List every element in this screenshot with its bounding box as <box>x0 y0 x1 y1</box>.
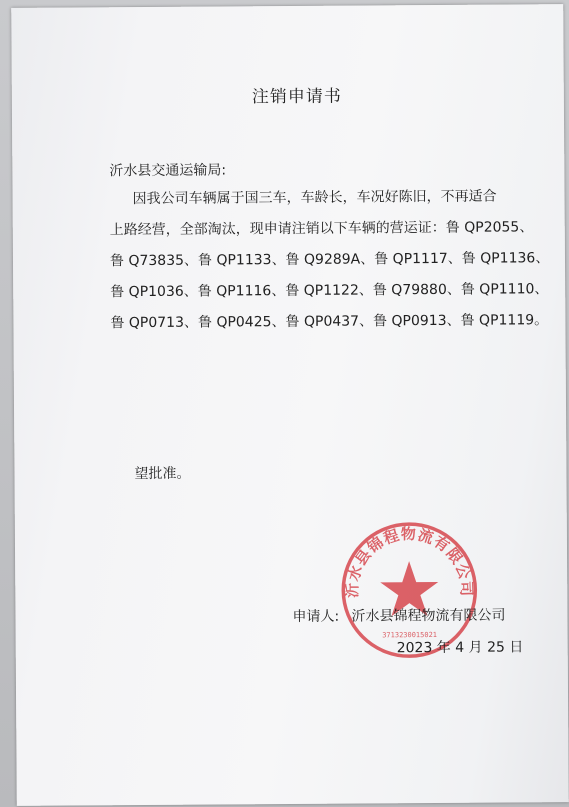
applicant-label: 申请人: <box>292 608 340 625</box>
addressee: 沂水县交通运输局: <box>109 162 227 180</box>
body-line: 鲁 Q73835、鲁 QP1133、鲁 Q9289A、鲁 QP1117、鲁 QP1136、 <box>109 250 550 270</box>
body-line: 上路经营，全部淘汰，现申请注销以下车辆的营运证：鲁 QP2055、 <box>109 219 534 239</box>
document-date: 2023 年 4 月 25 日 <box>396 639 524 657</box>
body-line: 鲁 QP1036、鲁 QP1116、鲁 QP1122、鲁 Q79880、鲁 QP1110、 <box>110 281 549 301</box>
svg-text:沂水县锦程物流有限公司: 沂水县锦程物流有限公司 <box>343 524 476 599</box>
document-page <box>11 4 569 806</box>
body-line: 因我公司车辆属于国三车，车龄长，车况好陈旧，不再适合 <box>132 188 497 208</box>
body-line: 鲁 QP0713、鲁 QP0425、鲁 QP0437、鲁 QP0913、鲁 QP1119。 <box>110 312 549 332</box>
applicant-company: 沂水县锦程物流有限公司 <box>351 607 506 625</box>
document-title: 注销申请书 <box>251 86 342 108</box>
closing-remark: 望批准。 <box>134 465 191 483</box>
svg-text:3713230015021: 3713230015021 <box>382 630 438 640</box>
